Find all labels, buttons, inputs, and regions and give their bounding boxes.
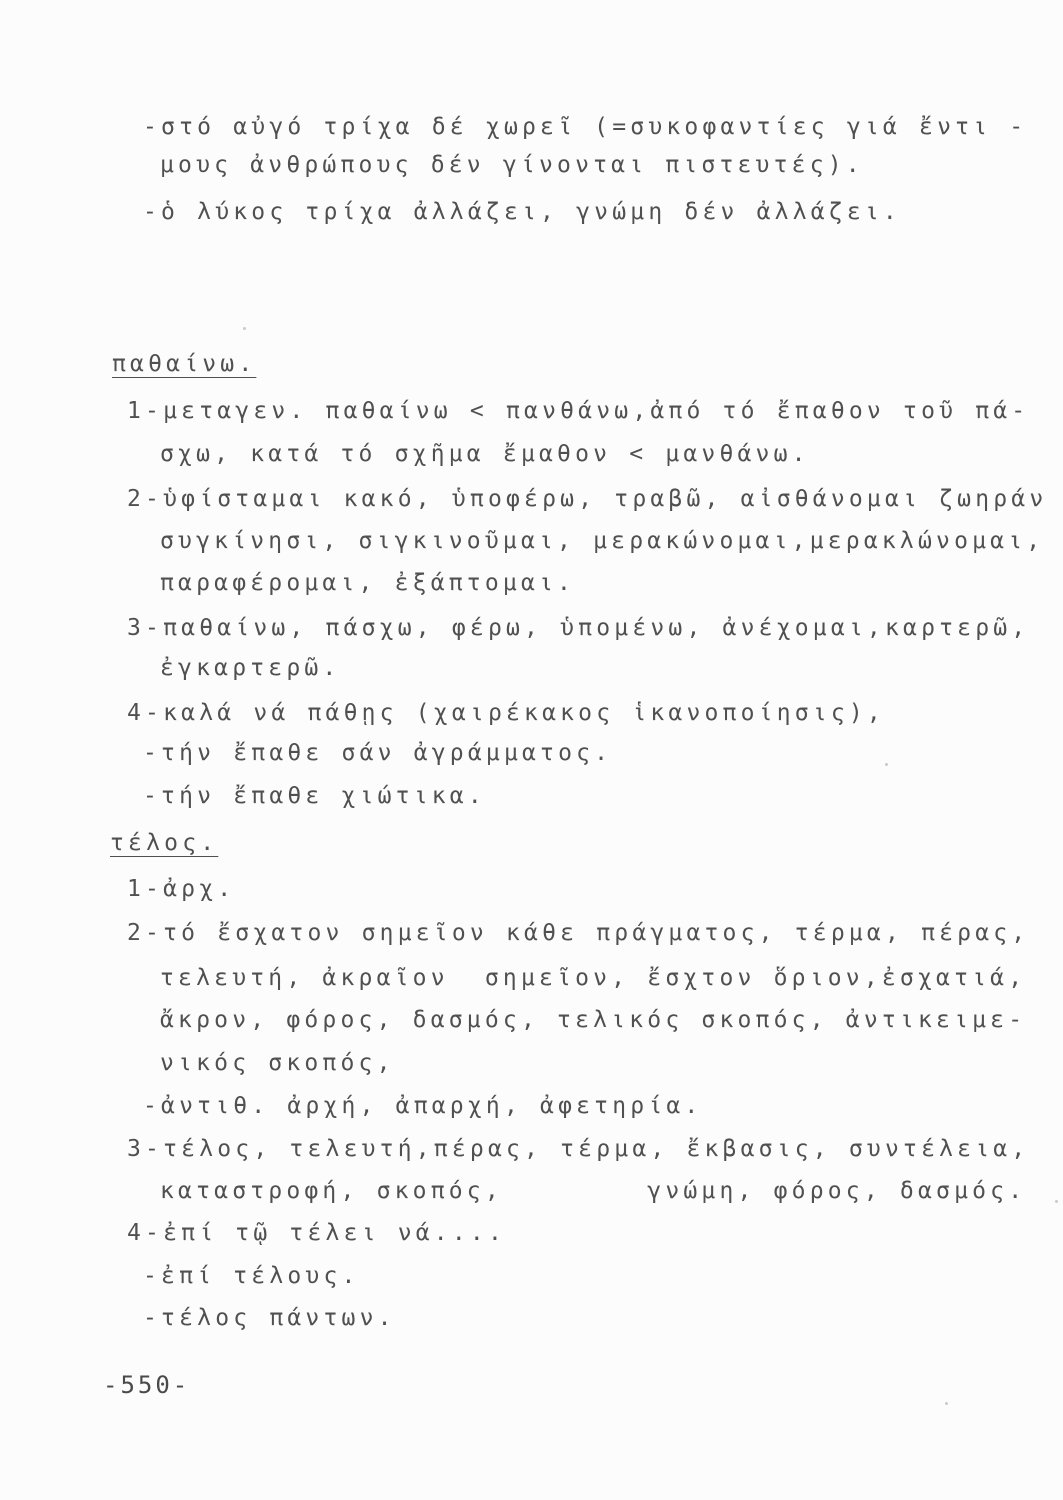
page-number: -550-: [103, 1371, 191, 1399]
text-line: τελευτή, ἀκραῖον σημεῖον, ἔσχτον ὅριον,ἐσχατιά,: [160, 965, 1027, 991]
text-line: 3-παθαίνω, πάσχω, φέρω, ὑπομένω, ἀνέχομαι,καρτερῶ,: [127, 615, 1030, 641]
text-line: 2-ὑφίσταμαι κακό, ὑποφέρω, τραβῶ, αἰσθάνομαι ζωηράν: [127, 486, 1048, 512]
text-line: 2-τό ἔσχατον σημεῖον κάθε πράγματος, τέρμα, πέρας,: [127, 920, 1030, 946]
text-line: ἄκρον, φόρος, δασμός, τελικός σκοπός, ἀντικειμε-: [160, 1007, 1027, 1033]
text-line: -ἀντιθ. ἀρχή, ἀπαρχή, ἀφετηρία.: [143, 1093, 703, 1119]
text-line: μους ἀνθρώπους δέν γίνονται πιστευτές).: [160, 152, 864, 178]
section-heading-telos: τέλος.: [110, 830, 219, 856]
text-line: 4-ἐπί τῷ τέλει νά....: [127, 1220, 506, 1246]
text-line: σχω, κατά τό σχῆμα ἔμαθον < μανθάνω.: [160, 441, 810, 467]
scan-speck: [1055, 1200, 1058, 1203]
text-line: παραφέρομαι, ἐξάπτομαι.: [160, 570, 576, 596]
scan-speck: [885, 763, 888, 766]
text-line: -ὁ λύκος τρίχα ἀλλάζει, γνώμη δέν ἀλλάζει.: [143, 199, 901, 225]
text-line: 4-καλά νά πάθῃς (χαιρέκακος ἱκανοποίησις),: [127, 700, 885, 726]
text-line: ἐγκαρτερῶ.: [160, 655, 341, 681]
text-line: 1-μεταγεν. παθαίνω < πανθάνω,ἀπό τό ἔπαθον τοῦ πά-: [127, 398, 1030, 424]
text-line: νικός σκοπός,: [160, 1050, 395, 1076]
section-heading-pathaino: παθαίνω.: [112, 351, 257, 377]
text-line: -ἐπί τέλους.: [143, 1263, 360, 1289]
text-line: -τέλος πάντων.: [143, 1305, 396, 1331]
scan-speck: [243, 327, 246, 330]
text-line: -τήν ἔπαθε χιώτικα.: [143, 783, 486, 809]
text-line: 3-τέλος, τελευτή,πέρας, τέρμα, ἔκβασις, συντέλεια,: [127, 1136, 1030, 1162]
text-line: συγκίνησι, σιγκινοῦμαι, μερακώνομαι,μερακλώνομαι,: [160, 528, 1045, 554]
scan-speck: [945, 1402, 948, 1405]
text-line: 1-ἀρχ.: [127, 876, 236, 902]
text-line: -τήν ἔπαθε σάν ἀγράμματος.: [143, 740, 613, 766]
text-line: -στό αὐγό τρίχα δέ χωρεῖ (=συκοφαντίες γιά ἔντι -: [143, 114, 1028, 140]
text-line: καταστροφή, σκοπός, γνώμη, φόρος, δασμός.: [160, 1178, 1027, 1204]
